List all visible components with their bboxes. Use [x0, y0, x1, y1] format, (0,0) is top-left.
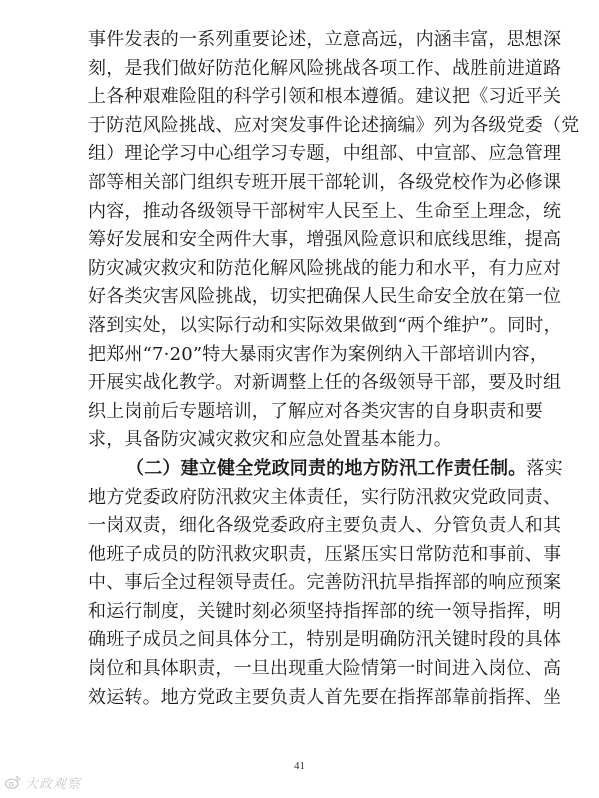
- text-line: 中、事后全过程领导责任。完善防汛抗旱指挥部的响应预案: [88, 572, 562, 594]
- text-line: 确班子成员之间具体分工，特别是明确防汛关键时段的具体: [88, 629, 562, 651]
- text-line: 内容，推动各级领导干部树牢人民至上、生命至上理念，统: [88, 200, 562, 222]
- text-line: 开展实战化教学。对新调整上任的各级领导干部，要及时组: [88, 372, 562, 394]
- watermark-text: 大政观察: [25, 776, 82, 792]
- text-line: 岗位和具体职责，一旦出现重大险情第一时间进入岗位、高: [88, 658, 562, 680]
- document-body: [88, 26, 580, 712]
- text-line: 组）理论学习中心组学习专题，中组部、中宣部、应急管理: [88, 143, 562, 165]
- text-line: 把郑州“7·20”特大暴雨灾害作为案例纳入干部培训内容，: [88, 343, 549, 365]
- text-line: 落到实处，以实际行动和实际效果做到“两个维护”。同时，: [88, 314, 562, 336]
- text-line: 筹好发展和安全两件大事，增强风险意识和底线思维，提高: [88, 229, 562, 251]
- text-line: 地方党委政府防汛救灾主体责任，实行防汛救灾党政同责、: [88, 486, 562, 508]
- weibo-icon: [4, 773, 22, 791]
- text-line: 事件发表的一系列重要论述，立意高远，内涵丰富，思想深: [88, 29, 562, 50]
- text-line: 部等相关部门组织专班开展干部轮训，各级党校作为必修课: [88, 171, 562, 193]
- text-line: 和运行制度，关键时刻必须坚持指挥部的统一领导指挥，明: [88, 600, 562, 622]
- text-line: 刻，是我们做好防范化解风险挑战各项工作、战胜前进道路: [88, 57, 562, 79]
- text-line: 防灾减灾救灾和防范化解风险挑战的能力和水平，有力应对: [88, 257, 562, 279]
- section-heading-line: [88, 455, 563, 484]
- text-line: 效运转。地方党政主要负责人首先要在指挥部靠前指挥、坐: [88, 686, 562, 708]
- text-line: 于防范风险挑战、应对突发事件论述摘编》列为各级党委（党: [88, 114, 580, 136]
- text-line: 织上岗前后专题培训，了解应对各类灾害的自身职责和要: [88, 400, 543, 422]
- text-line: 一岗双责，细化各级党委政府主要负责人、分管负责人和其: [88, 515, 562, 537]
- section-heading-continuation: 落实: [526, 457, 563, 479]
- text-line: 上各种艰难险阻的科学引领和根本遵循。建议把《习近平关: [88, 86, 562, 108]
- text-line: 他班子成员的防汛救灾职责，压紧压实日常防范和事前、事: [88, 543, 562, 565]
- text-line: 好各类灾害风险挑战，切实把确保人民生命安全放在第一位: [88, 286, 562, 308]
- text-line: 求，具备防灾减灾救灾和应急处置基本能力。: [88, 429, 452, 451]
- page-number: 41: [294, 760, 305, 772]
- watermark: [4, 772, 81, 792]
- section-heading: （二）建立健全党政同责的地方防汛工作责任制。: [126, 457, 527, 479]
